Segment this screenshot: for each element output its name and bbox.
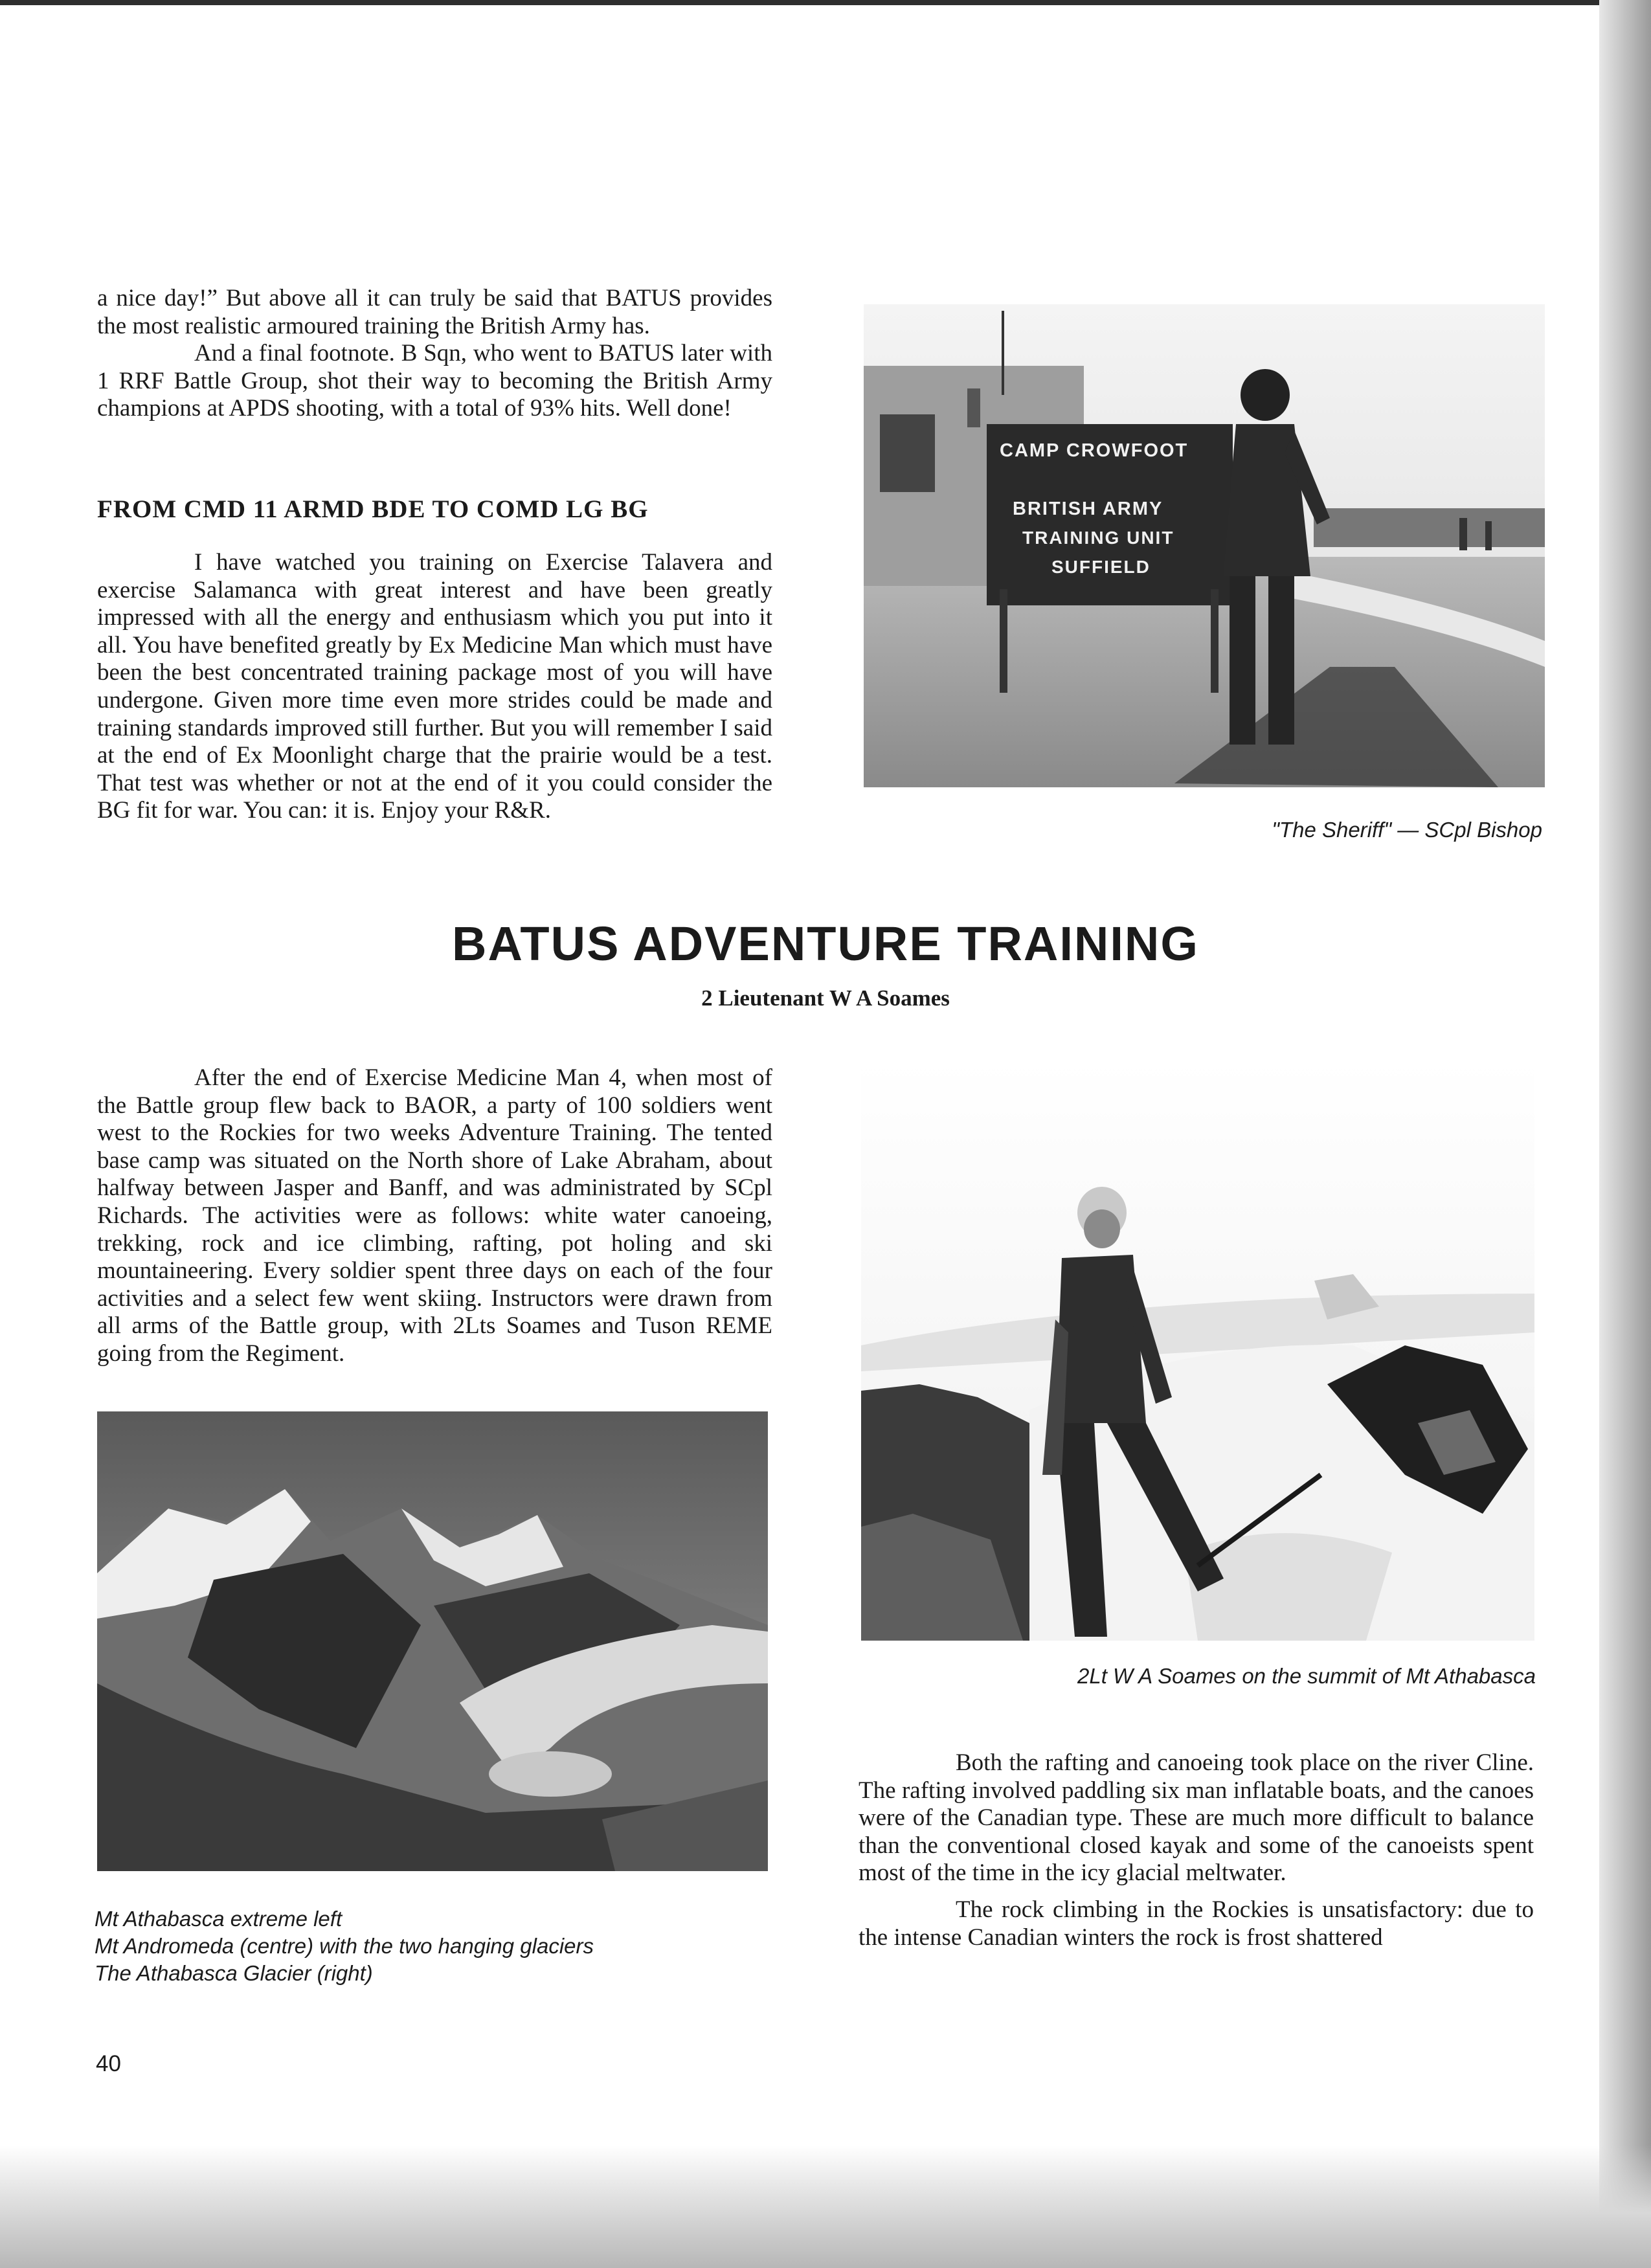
page-edge-shadow [1599, 0, 1651, 2268]
top-text-column [97, 285, 772, 423]
mountains-caption-line: Mt Andromeda (centre) with the two hanging glaciers [95, 1934, 594, 1958]
right-paragraph: Both the rafting and canoeing took place on the river Cline. The rafting involved paddling six man inflatable boats, and the canoes were of the Canadian type. These are much more difficult to balance than the conventional closed kayak and some of the canoeists spent most of the time in the icy glacial meltwater. [859, 1749, 1534, 1887]
section-heading: FROM CMD 11 ARMD BDE TO COMD LG BG [97, 495, 649, 523]
article-byline: 2 Lieutenant W A Soames [701, 985, 950, 1011]
mountains-caption-line: The Athabasca Glacier (right) [95, 1961, 373, 1985]
sign-line: SUFFIELD [1051, 557, 1151, 577]
summit-caption: 2Lt W A Soames on the summit of Mt Athabasca [1077, 1664, 1536, 1688]
article-title: BATUS ADVENTURE TRAINING [452, 917, 1199, 971]
article-intro-paragraph: After the end of Exercise Medicine Man 4, when most of the Battle group flew back to BAOR, a party of 100 soldiers went west to the Rockies for two weeks Adventure Training. The tented base camp was situated on the North shore of Lake Abraham, about halfway between Jasper and Banff, and was administrated by SCpl Richards. The activities were as follows: white water canoeing, trekking, rock and ice climbing, rafting, pot holing and ski mountaineering. Every soldier spent three days on each of the four activities and a select few went skiing. Instructors were drawn from all arms of the Battle group, with 2Lts Soames and Tuson REME going from the Regiment. [97, 1064, 772, 1367]
top-paragraph: And a final footnote. B Sqn, who went to BATUS later with 1 RRF Battle Group, shot their way to becoming the British Army champions at APDS shooting, with a total of 93% hits. Well done! [97, 340, 772, 422]
sign-line: TRAINING UNIT [1022, 528, 1174, 548]
sign-line: CAMP CROWFOOT [1000, 440, 1189, 461]
mountains-caption [95, 1905, 742, 1987]
page-number: 40 [96, 2051, 121, 2076]
page-edge-shadow [0, 2145, 1651, 2268]
right-paragraph: The rock climbing in the Rockies is unsatisfactory: due to the intense Canadian winters the rock is frost shattered [859, 1896, 1534, 1951]
sign-line: BRITISH ARMY [1013, 499, 1163, 519]
sheriff-caption: "The Sheriff" — SCpl Bishop [1272, 818, 1542, 842]
page-top-edge [0, 0, 1651, 5]
section-paragraph: I have watched you training on Exercise Talavera and exercise Salamanca with great interest and have been greatly impressed with all the energy and enthusiasm which you put into it all. You have benefited greatly by Ex Medicine Man which must have been the best concentrated training package most of you will have undergone. Given more time even more strides could be made and training standards improved still further. But you will remember I said at the end of Ex Moonlight charge that the prairie would be a test. That test was whether or not at the end of it you could consider the BG fit for war. You can: it is. Enjoy your R&R. [97, 549, 772, 824]
mountains-photo [97, 1411, 768, 1871]
top-paragraph: a nice day!” But above all it can truly be said that BATUS provides the most realistic armoured training the British Army has. [97, 285, 772, 339]
summit-photo [861, 1061, 1534, 1641]
right-text-column [859, 1749, 1534, 1951]
sheriff-photo [864, 304, 1545, 787]
mountains-caption-line: Mt Athabasca extreme left [95, 1907, 343, 1931]
